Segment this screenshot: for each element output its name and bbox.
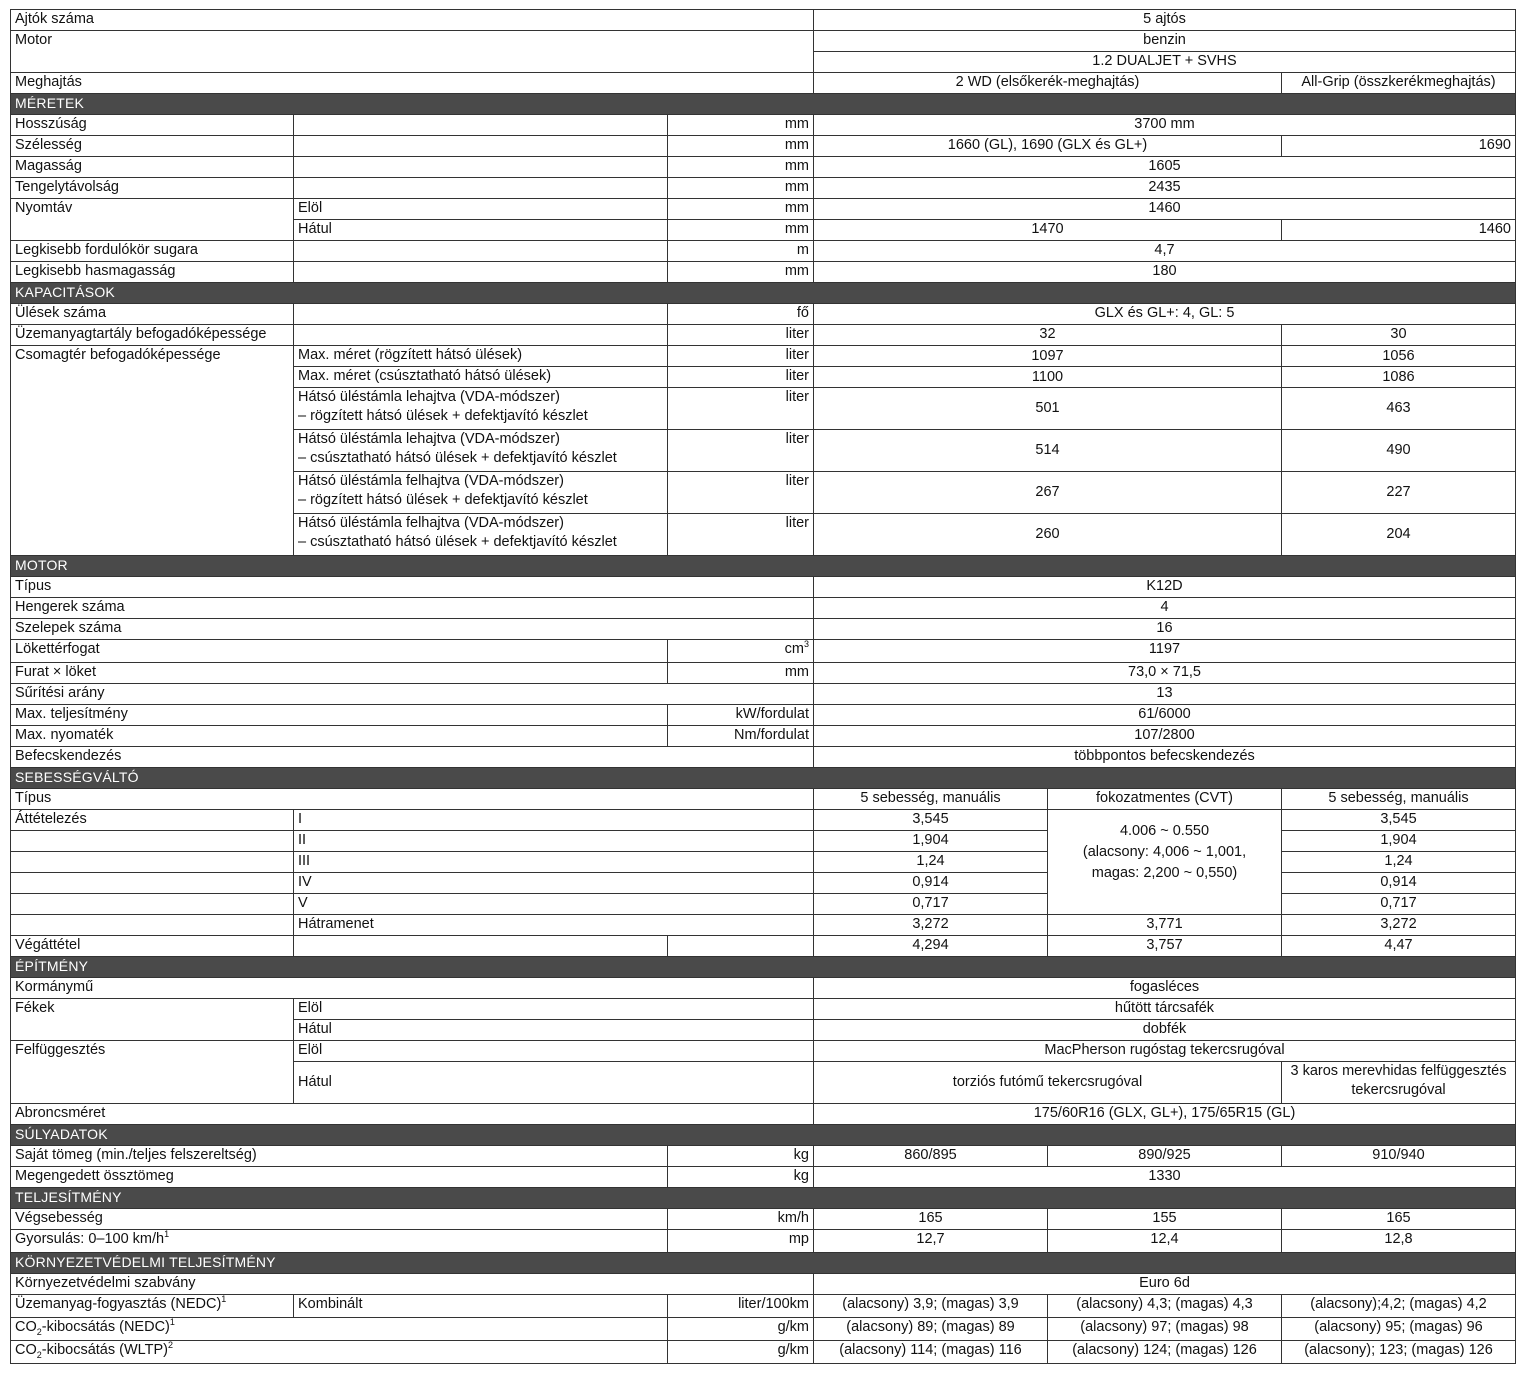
luggage-row-unit: liter xyxy=(668,388,814,430)
engine-name: 1.2 DUALJET + SVHS xyxy=(814,52,1516,73)
tyres-value: 175/60R16 (GLX, GL+), 175/65R15 (GL) xyxy=(814,1104,1516,1125)
brakes-front-value: hűtött tárcsafék xyxy=(814,999,1516,1020)
gearbox-type-2: fokozatmentes (CVT) xyxy=(1048,789,1282,810)
acceleration-value-2: 12,4 xyxy=(1048,1230,1282,1253)
drive-label: Meghajtás xyxy=(11,73,814,94)
valves-label: Szelepek száma xyxy=(11,619,814,640)
bore-unit: mm xyxy=(668,663,814,684)
brakes-rear-label: Hátul xyxy=(294,1020,814,1041)
tank-value-1: 32 xyxy=(814,325,1282,346)
gear-value-1: 0,717 xyxy=(814,894,1048,915)
power-label: Max. teljesítmény xyxy=(11,705,668,726)
length-value: 3700 mm xyxy=(814,115,1516,136)
gear-value-3: 0,914 xyxy=(1282,873,1516,894)
wheelbase-unit: mm xyxy=(668,178,814,199)
suspension-rear-value-2: 3 karos merevhidas felfüggesztés tekercsrugóval xyxy=(1282,1062,1516,1104)
brakes-front-label: Elöl xyxy=(294,999,814,1020)
cylinders-label: Hengerek száma xyxy=(11,598,814,619)
gross-weight-unit: kg xyxy=(668,1167,814,1188)
displacement-value: 1197 xyxy=(814,640,1516,663)
reverse-label: Hátramenet xyxy=(294,915,814,936)
gear-name: I xyxy=(294,810,814,831)
clearance-value: 180 xyxy=(814,262,1516,283)
height-value: 1605 xyxy=(814,157,1516,178)
section-sebessegvalto: SEBESSÉGVÁLTÓ xyxy=(11,768,1516,789)
cvt-ratio-range: 4.006 ~ 0.550 (alacsony: 4,006 ~ 1,001, magas: 2,200 ~ 0,550) xyxy=(1048,810,1282,915)
curb-weight-value-3: 910/940 xyxy=(1282,1146,1516,1167)
suspension-front-value: MacPherson rugóstag tekercsrugóval xyxy=(814,1041,1516,1062)
section-kapacitasok: KAPACITÁSOK xyxy=(11,283,1516,304)
co2-nedc-value-3: (alacsony) 95; (magas) 96 xyxy=(1282,1318,1516,1341)
consumption-value-3: (alacsony);4,2; (magas) 4,2 xyxy=(1282,1295,1516,1318)
acceleration-value-1: 12,7 xyxy=(814,1230,1048,1253)
seats-label: Ülések száma xyxy=(11,304,294,325)
luggage-row-value-1: 267 xyxy=(814,472,1282,514)
height-unit: mm xyxy=(668,157,814,178)
clearance-unit: mm xyxy=(668,262,814,283)
power-unit: kW/fordulat xyxy=(668,705,814,726)
acceleration-value-3: 12,8 xyxy=(1282,1230,1516,1253)
co2-wltp-value-3: (alacsony); 123; (magas) 126 xyxy=(1282,1341,1516,1364)
displacement-label: Lökettérfogat xyxy=(11,640,668,663)
luggage-row-desc: Hátsó üléstámla felhajtva (VDA-módszer) – csúsztatható hátsó ülések + defektjavító készlet xyxy=(294,514,668,556)
luggage-row-value-2: 490 xyxy=(1282,430,1516,472)
clearance-label: Legkisebb hasmagasság xyxy=(11,262,294,283)
drive-2wd: 2 WD (elsőkerék-meghajtás) xyxy=(814,73,1282,94)
luggage-row-value-1: 514 xyxy=(814,430,1282,472)
track-rear-label: Hátul xyxy=(294,220,668,241)
consumption-value-1: (alacsony) 3,9; (magas) 3,9 xyxy=(814,1295,1048,1318)
ratio-label: Áttételezés xyxy=(11,810,294,831)
width-value-1: 1660 (GL), 1690 (GLX és GL+) xyxy=(814,136,1282,157)
wheelbase-value: 2435 xyxy=(814,178,1516,199)
luggage-row-value-2: 1086 xyxy=(1282,367,1516,388)
luggage-row-unit: liter xyxy=(668,346,814,367)
section-kornyezet: KÖRNYEZETVÉDELMI TELJESÍTMÉNY xyxy=(11,1253,1516,1274)
gear-value-3: 1,904 xyxy=(1282,831,1516,852)
luggage-row-unit: liter xyxy=(668,514,814,556)
cylinders-value: 4 xyxy=(814,598,1516,619)
luggage-row-desc: Max. méret (csúsztatható hátsó ülések) xyxy=(294,367,668,388)
gear-name: IV xyxy=(294,873,814,894)
co2-nedc-unit: g/km xyxy=(668,1318,814,1341)
co2-wltp-value-2: (alacsony) 124; (magas) 126 xyxy=(1048,1341,1282,1364)
torque-label: Max. nyomaték xyxy=(11,726,668,747)
emission-standard-value: Euro 6d xyxy=(814,1274,1516,1295)
valves-value: 16 xyxy=(814,619,1516,640)
luggage-row-value-2: 1056 xyxy=(1282,346,1516,367)
steering-value: fogasléces xyxy=(814,978,1516,999)
width-label: Szélesség xyxy=(11,136,294,157)
suspension-rear-value-1: torziós futómű tekercsrugóval xyxy=(814,1062,1282,1104)
consumption-unit: liter/100km xyxy=(668,1295,814,1318)
gear-name: II xyxy=(294,831,814,852)
gear-value-1: 3,545 xyxy=(814,810,1048,831)
brakes-rear-value: dobfék xyxy=(814,1020,1516,1041)
luggage-row-value-1: 1097 xyxy=(814,346,1282,367)
top-speed-label: Végsebesség xyxy=(11,1209,668,1230)
turning-label: Legkisebb fordulókör sugara xyxy=(11,241,294,262)
engine-label: Motor xyxy=(11,31,814,73)
gear-name: III xyxy=(294,852,814,873)
luggage-row-value-1: 501 xyxy=(814,388,1282,430)
gear-value-1: 1,904 xyxy=(814,831,1048,852)
co2-nedc-value-1: (alacsony) 89; (magas) 89 xyxy=(814,1318,1048,1341)
top-speed-value-1: 165 xyxy=(814,1209,1048,1230)
section-teljesitmeny: TELJESÍTMÉNY xyxy=(11,1188,1516,1209)
engine-fuel: benzin xyxy=(814,31,1516,52)
gear-name: V xyxy=(294,894,814,915)
acceleration-unit: mp xyxy=(668,1230,814,1253)
gearbox-type-3: 5 sebesség, manuális xyxy=(1282,789,1516,810)
tyres-label: Abroncsméret xyxy=(11,1104,814,1125)
length-unit: mm xyxy=(668,115,814,136)
top-speed-value-3: 165 xyxy=(1282,1209,1516,1230)
luggage-row-value-2: 204 xyxy=(1282,514,1516,556)
luggage-row-value-1: 260 xyxy=(814,514,1282,556)
co2-wltp-unit: g/km xyxy=(668,1341,814,1364)
curb-weight-label: Saját tömeg (min./teljes felszereltség) xyxy=(11,1146,668,1167)
injection-label: Befecskendezés xyxy=(11,747,814,768)
top-speed-unit: km/h xyxy=(668,1209,814,1230)
co2-wltp-label: $CO_2$-kibocsátás (WLTP)$^2$ xyxy=(11,1341,668,1364)
bore-label: Furat × löket xyxy=(11,663,668,684)
top-speed-value-2: 155 xyxy=(1048,1209,1282,1230)
consumption-sub-label: Kombinált xyxy=(294,1295,668,1318)
seats-unit: fő xyxy=(668,304,814,325)
consumption-label: Üzemanyag-fogyasztás (NEDC)$^1$ xyxy=(11,1295,294,1318)
doors-value: 5 ajtós xyxy=(814,10,1516,31)
tank-label: Üzemanyagtartály befogadóképessége xyxy=(11,325,294,346)
power-value: 61/6000 xyxy=(814,705,1516,726)
height-label: Magasság xyxy=(11,157,294,178)
gearbox-type-1: 5 sebesség, manuális xyxy=(814,789,1048,810)
co2-nedc-label: $CO_2$-kibocsátás (NEDC)$^1$ xyxy=(11,1318,668,1341)
tank-value-2: 30 xyxy=(1282,325,1516,346)
width-unit: mm xyxy=(668,136,814,157)
engine-type-label: Típus xyxy=(11,577,814,598)
reverse-value-3: 3,272 xyxy=(1282,915,1516,936)
torque-unit: Nm/fordulat xyxy=(668,726,814,747)
gear-value-3: 0,717 xyxy=(1282,894,1516,915)
section-epitmeny: ÉPÍTMÉNY xyxy=(11,957,1516,978)
gear-value-1: 0,914 xyxy=(814,873,1048,894)
track-front-label: Elöl xyxy=(294,199,668,220)
curb-weight-unit: kg xyxy=(668,1146,814,1167)
luggage-label: Csomagtér befogadóképessége xyxy=(11,346,294,556)
tank-unit: liter xyxy=(668,325,814,346)
torque-value: 107/2800 xyxy=(814,726,1516,747)
compression-label: Sűrítési arány xyxy=(11,684,814,705)
spec-table xyxy=(10,9,1516,1364)
track-rear-value-2: 1460 xyxy=(1282,220,1516,241)
luggage-row-unit: liter xyxy=(668,430,814,472)
suspension-front-label: Elöl xyxy=(294,1041,814,1062)
luggage-row-desc: Hátsó üléstámla lehajtva (VDA-módszer) – rögzített hátsó ülések + defektjavító készlet xyxy=(294,388,668,430)
track-rear-unit: mm xyxy=(668,220,814,241)
suspension-label: Felfüggesztés xyxy=(11,1041,294,1104)
section-motor: MOTOR xyxy=(11,556,1516,577)
curb-weight-value-1: 860/895 xyxy=(814,1146,1048,1167)
brakes-label: Fékek xyxy=(11,999,294,1041)
final-drive-value-2: 3,757 xyxy=(1048,936,1282,957)
co2-nedc-value-2: (alacsony) 97; (magas) 98 xyxy=(1048,1318,1282,1341)
track-label: Nyomtáv xyxy=(11,199,294,241)
luggage-row-value-2: 227 xyxy=(1282,472,1516,514)
gear-value-1: 1,24 xyxy=(814,852,1048,873)
co2-wltp-value-1: (alacsony) 114; (magas) 116 xyxy=(814,1341,1048,1364)
emission-standard-label: Környezetvédelmi szabvány xyxy=(11,1274,814,1295)
length-label: Hosszúság xyxy=(11,115,294,136)
curb-weight-value-2: 890/925 xyxy=(1048,1146,1282,1167)
gross-weight-value: 1330 xyxy=(814,1167,1516,1188)
luggage-row-desc: Hátsó üléstámla lehajtva (VDA-módszer) – csúsztatható hátsó ülések + defektjavító készlet xyxy=(294,430,668,472)
final-drive-label: Végáttétel xyxy=(11,936,294,957)
width-value-2: 1690 xyxy=(1282,136,1516,157)
turning-value: 4,7 xyxy=(814,241,1516,262)
displacement-unit: $cm^3$ xyxy=(668,640,814,663)
track-rear-value-1: 1470 xyxy=(814,220,1282,241)
luggage-row-unit: liter xyxy=(668,367,814,388)
engine-type-value: K12D xyxy=(814,577,1516,598)
track-front-value: 1460 xyxy=(814,199,1516,220)
wheelbase-label: Tengelytávolság xyxy=(11,178,294,199)
doors-label: Ajtók száma xyxy=(11,10,814,31)
reverse-value-1: 3,272 xyxy=(814,915,1048,936)
gear-value-3: 3,545 xyxy=(1282,810,1516,831)
reverse-value-2: 3,771 xyxy=(1048,915,1282,936)
compression-value: 13 xyxy=(814,684,1516,705)
turning-unit: m xyxy=(668,241,814,262)
gross-weight-label: Megengedett össztömeg xyxy=(11,1167,668,1188)
luggage-row-unit: liter xyxy=(668,472,814,514)
acceleration-label: Gyorsulás: 0–100 $km/h^1$ xyxy=(11,1230,668,1253)
final-drive-value-1: 4,294 xyxy=(814,936,1048,957)
gearbox-type-label: Típus xyxy=(11,789,814,810)
track-front-unit: mm xyxy=(668,199,814,220)
steering-label: Kormánymű xyxy=(11,978,814,999)
final-drive-value-3: 4,47 xyxy=(1282,936,1516,957)
consumption-value-2: (alacsony) 4,3; (magas) 4,3 xyxy=(1048,1295,1282,1318)
drive-allgrip: All-Grip (összkerékmeghajtás) xyxy=(1282,73,1516,94)
luggage-row-desc: Hátsó üléstámla felhajtva (VDA-módszer) – rögzített hátsó ülések + defektjavító készlet xyxy=(294,472,668,514)
gear-value-3: 1,24 xyxy=(1282,852,1516,873)
luggage-row-value-2: 463 xyxy=(1282,388,1516,430)
luggage-row-desc: Max. méret (rögzített hátsó ülések) xyxy=(294,346,668,367)
section-sulyadatok: SÚLYADATOK xyxy=(11,1125,1516,1146)
seats-value: GLX és GL+: 4, GL: 5 xyxy=(814,304,1516,325)
injection-value: többpontos befecskendezés xyxy=(814,747,1516,768)
luggage-row-value-1: 1100 xyxy=(814,367,1282,388)
suspension-rear-label: Hátul xyxy=(294,1062,814,1104)
section-meretek: MÉRETEK xyxy=(11,94,1516,115)
bore-value: 73,0 × 71,5 xyxy=(814,663,1516,684)
